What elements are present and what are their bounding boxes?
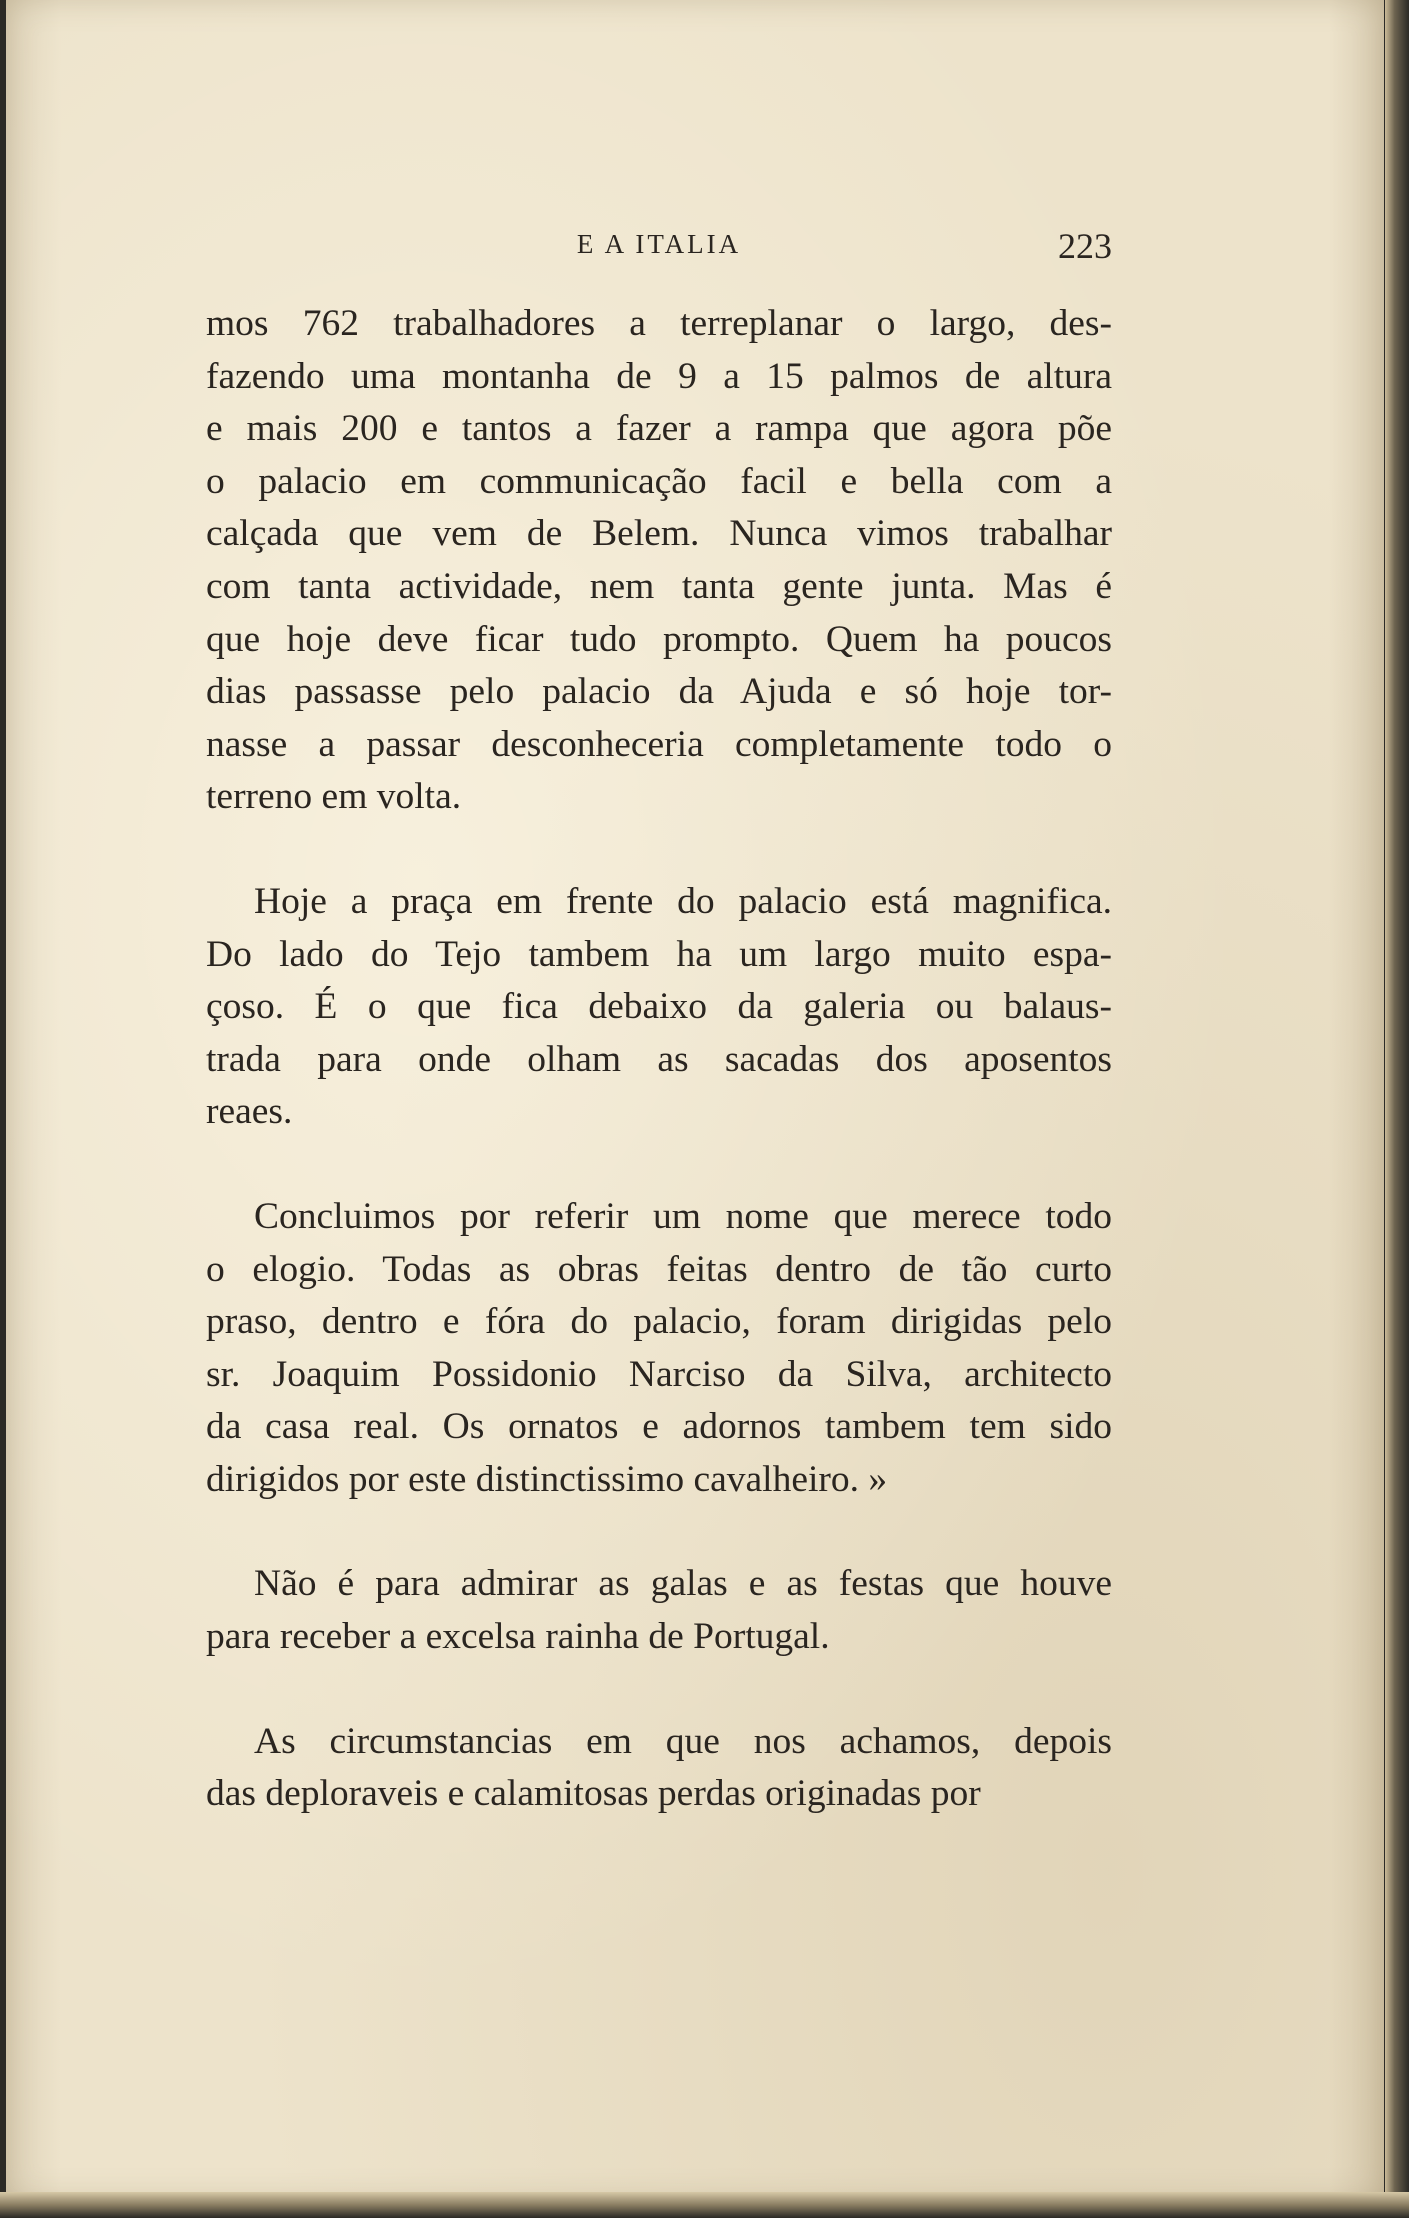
text-line: çoso. É o que fica debaixo da galeria ou balaus- (206, 986, 1112, 1028)
text-line: fazendo uma montanha de 9 a 15 palmos de altura (206, 355, 1112, 397)
paragraph (206, 1191, 1112, 1507)
text-line: terreno em volta. (206, 776, 462, 818)
text-line: para receber a excelsa rainha de Portugal. (206, 1616, 830, 1658)
page-number: 223 (1058, 226, 1112, 266)
text-line: o palacio em communicação facil e bella com a (206, 460, 1112, 502)
text-line: calçada que vem de Belem. Nunca vimos trabalhar (206, 513, 1112, 555)
running-head (206, 225, 1112, 265)
text-line: Hoje a praça em frente do palacio está magnifica. (254, 880, 1112, 922)
text-line: praso, dentro e fóra do palacio, foram dirigidas pelo (206, 1301, 1112, 1343)
text-line: dias passasse pelo palacio da Ajuda e só hoje tor- (206, 671, 1112, 713)
paragraph (206, 876, 1112, 1139)
text-line: das deploraveis e calamitosas perdas originadas por (206, 1773, 981, 1815)
text-line: o elogio. Todas as obras feitas dentro de tão curto (206, 1248, 1112, 1290)
text-line: da casa real. Os ornatos e adornos tambem tem sido (206, 1406, 1112, 1448)
paragraph (206, 298, 1112, 824)
text-line: que hoje deve ficar tudo prompto. Quem ha poucos (206, 618, 1112, 660)
paragraph (206, 1716, 1112, 1821)
running-head-title: E A ITALIA (576, 229, 742, 259)
text-line: trada para onde olham as sacadas dos aposentos (206, 1038, 1112, 1080)
book-page (6, 0, 1384, 2200)
text-line: sr. Joaquim Possidonio Narciso da Silva, architecto (206, 1353, 1112, 1395)
text-line: com tanta actividade, nem tanta gente junta. Mas é (206, 565, 1112, 607)
page-edge-bottom (0, 2192, 1409, 2218)
text-line: Não é para admirar as galas e as festas que houve (254, 1563, 1112, 1605)
text-line: As circumstancias em que nos achamos, depois (254, 1720, 1112, 1762)
text-line: reaes. (206, 1091, 293, 1133)
text-line: Do lado do Tejo tambem ha um largo muito espa- (206, 933, 1112, 975)
body-text (206, 298, 1112, 1873)
text-line: mos 762 trabalhadores a terreplanar o largo, des- (206, 303, 1112, 344)
page-edge-right (1385, 0, 1409, 2218)
text-line: Concluimos por referir um nome que merece todo (254, 1195, 1112, 1237)
text-line: nasse a passar desconheceria completamente todo o (206, 723, 1112, 765)
paragraph (206, 1558, 1112, 1663)
text-line: dirigidos por este distinctissimo cavalheiro. » (206, 1458, 888, 1500)
text-line: e mais 200 e tantos a fazer a rampa que agora põe (206, 408, 1112, 450)
